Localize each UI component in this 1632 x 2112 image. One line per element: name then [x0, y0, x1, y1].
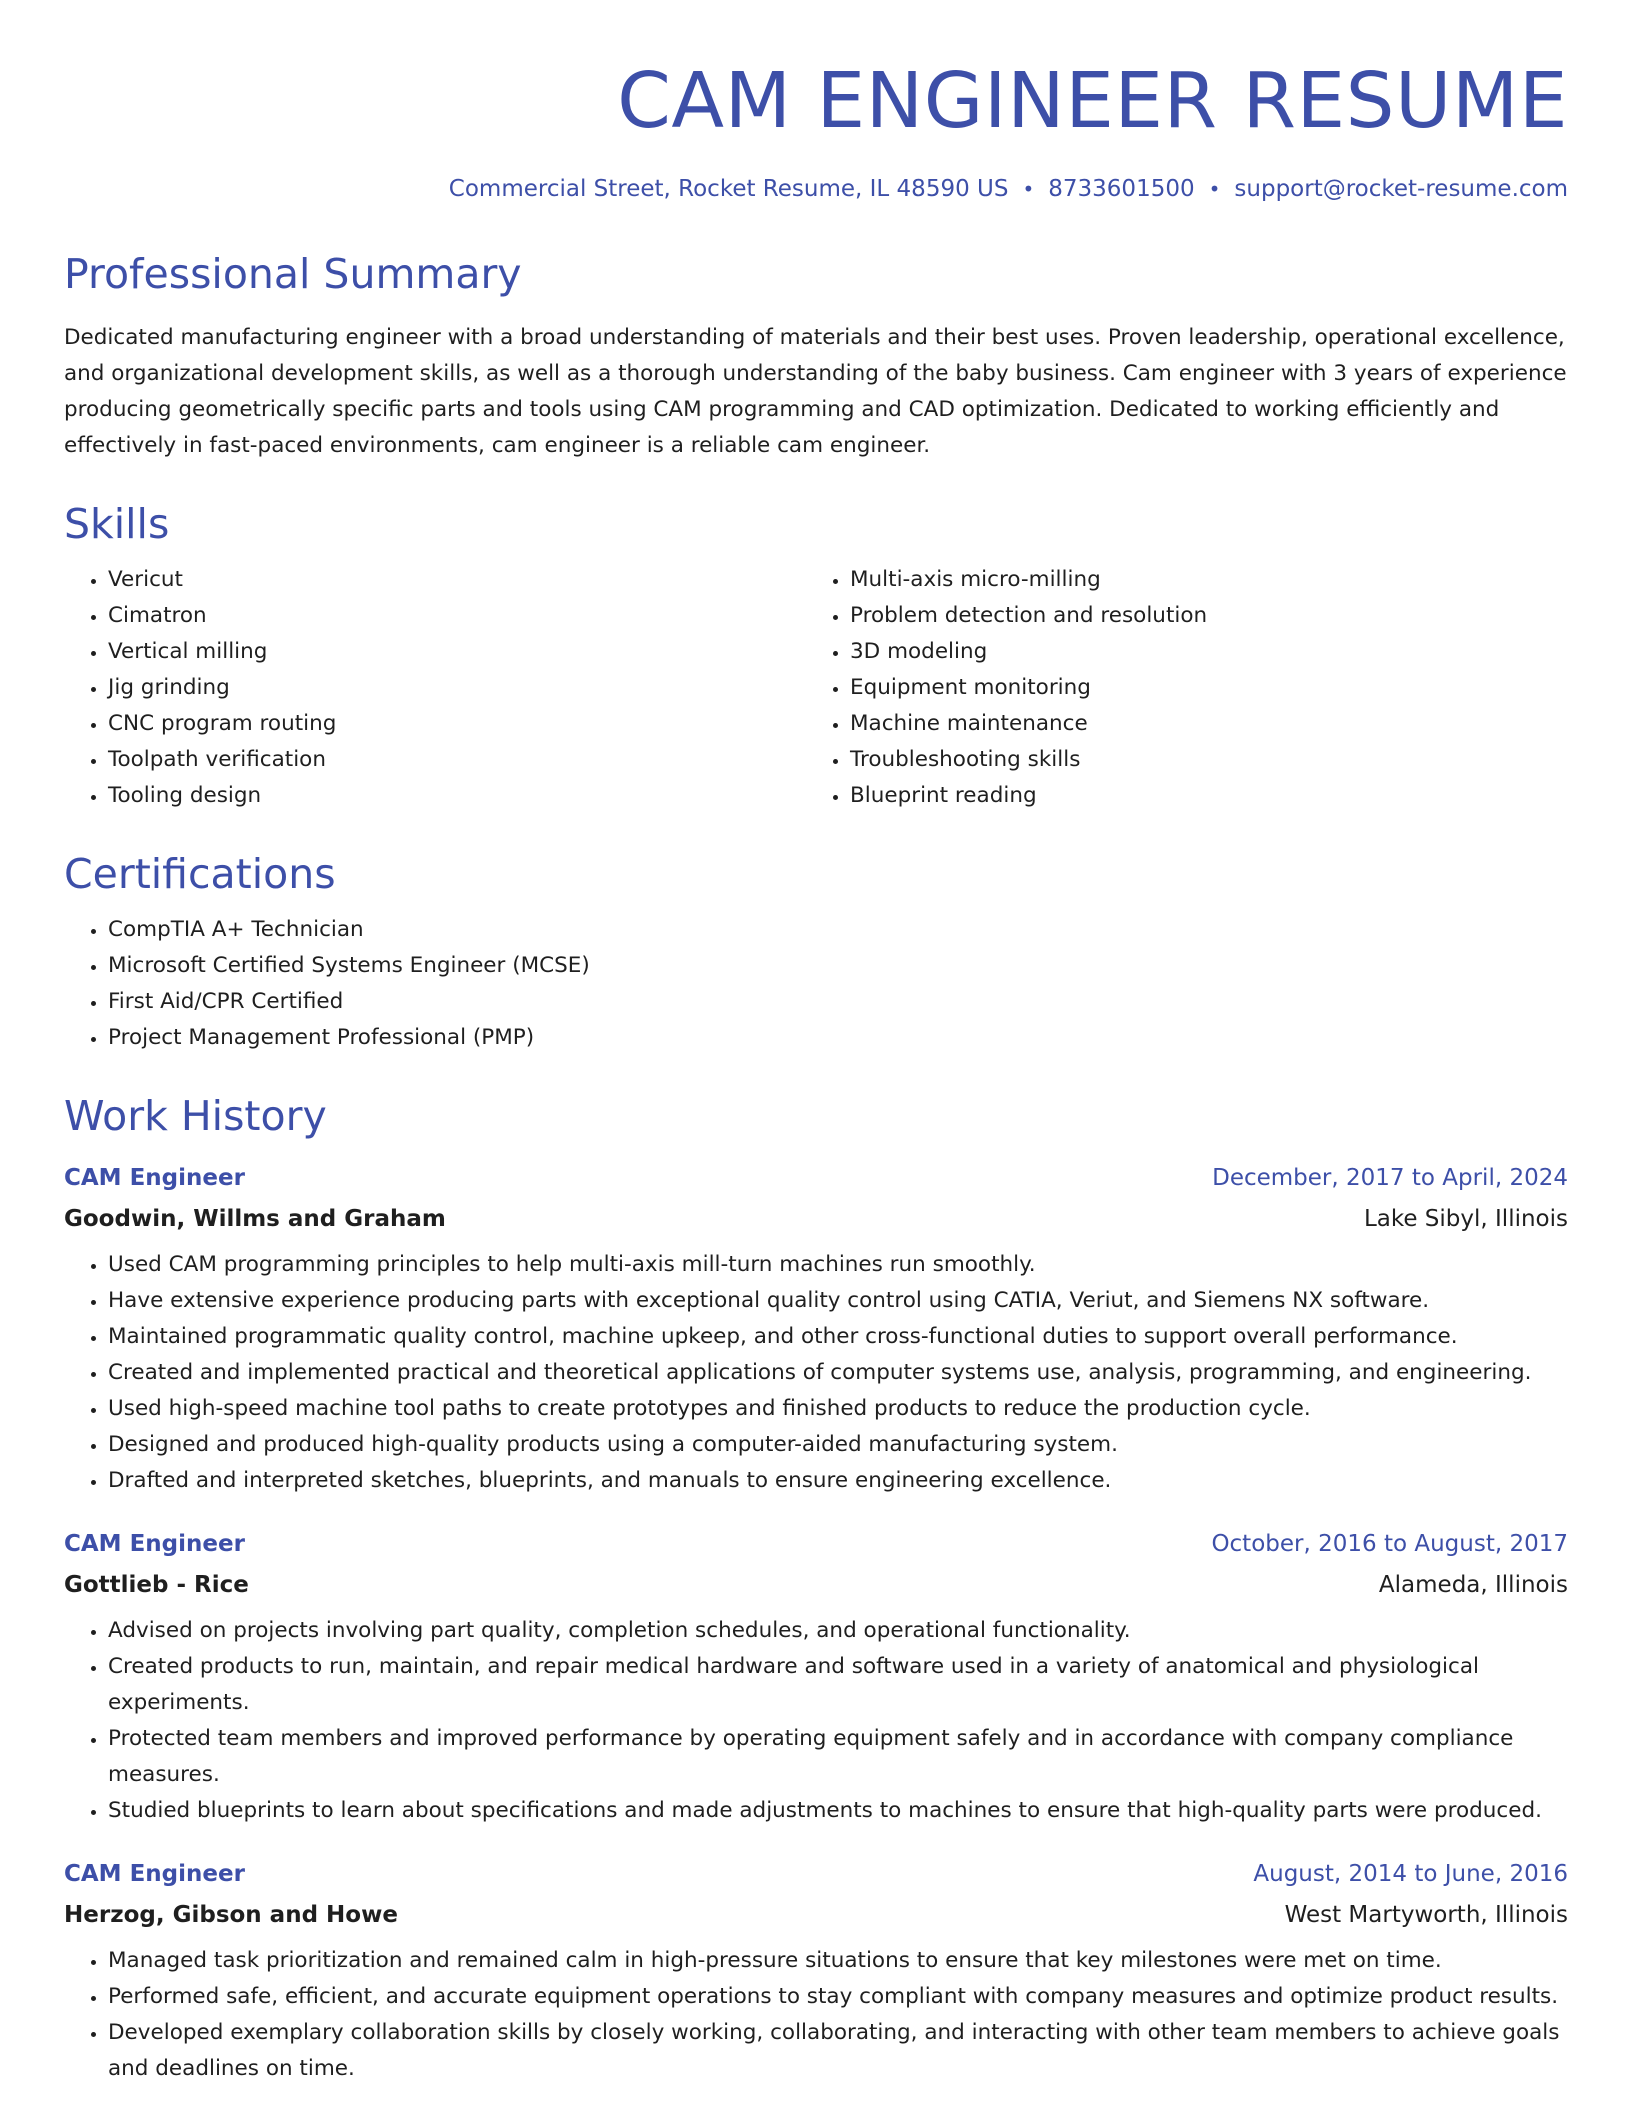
skill-item: • 3D modeling — [850, 634, 1548, 670]
job-bullet: • Designed and produced high-quality products using a computer-aided manufacturing system. — [108, 1427, 1568, 1463]
job-entry — [64, 1167, 1568, 1499]
job-title: CAM Engineer — [64, 1165, 245, 1191]
job-entry — [64, 1863, 1568, 2087]
skill-item: • Troubleshooting skills — [850, 742, 1548, 778]
job-bullets — [64, 1613, 1568, 1829]
certification-item: • Microsoft Certified Systems Engineer (MCSE) — [108, 948, 1568, 984]
summary-text: Dedicated manufacturing engineer with a broad understanding of materials and their best uses. Proven leadership, operational excellence, and organizational development skills, as well as a thorough understanding of the baby business. Cam engineer with 3 years of experience producing geometrically specific parts and tools using CAM programming and CAD optimization. Dedicated to working efficiently and effectively in fast-paced environments, cam engineer is a reliable cam engineer. — [64, 325, 1567, 458]
certification-item: • First Aid/CPR Certified — [108, 984, 1568, 1020]
contact-email: support@rocket-resume.com — [1234, 176, 1568, 202]
job-dates: October, 2016 to August, 2017 — [1211, 1531, 1568, 1557]
job-bullet: • Used high-speed machine tool paths to create prototypes and finished products to reduce the production cycle. — [108, 1391, 1568, 1427]
skills-column-left — [64, 562, 806, 814]
skill-item: • Blueprint reading — [850, 778, 1548, 814]
skill-item: • Toolpath verification — [108, 742, 806, 778]
job-company: Gottlieb - Rice — [64, 1572, 249, 1598]
job-subheader — [64, 1208, 1568, 1231]
job-header — [64, 1167, 1568, 1190]
skill-item: • Multi-axis micro-milling — [850, 562, 1548, 598]
skills-column-right — [806, 562, 1548, 814]
job-bullet: • Studied blueprints to learn about specifications and made adjustments to machines to ensure that high-quality parts were produced. — [108, 1793, 1568, 1829]
job-company: Herzog, Gibson and Howe — [64, 1902, 398, 1928]
job-bullet: • Developed exemplary collaboration skills by closely working, collaborating, and interacting with other team members to achieve goals and deadlines on time. — [108, 2015, 1568, 2087]
job-bullet: • Protected team members and improved performance by operating equipment safely and in accordance with company compliance measures. — [108, 1721, 1568, 1793]
job-bullet: • Created products to run, maintain, and repair medical hardware and software used in a variety of anatomical and physiological experiments. — [108, 1649, 1568, 1721]
job-bullet: • Performed safe, efficient, and accurate equipment operations to stay compliant with company measures and optimize product results. — [108, 1979, 1568, 2015]
contact-separator: • — [1022, 177, 1035, 201]
job-bullet: • Used CAM programming principles to help multi-axis mill-turn machines run smoothly. — [108, 1247, 1568, 1283]
job-location: Lake Sibyl, Illinois — [1363, 1206, 1568, 1232]
skill-item: • CNC program routing — [108, 706, 806, 742]
skill-item: • Problem detection and resolution — [850, 598, 1548, 634]
certification-item: • CompTIA A+ Technician — [108, 912, 1568, 948]
job-bullet: • Maintained programmatic quality control, machine upkeep, and other cross-functional duties to support overall performance. — [108, 1319, 1568, 1355]
section-title-summary: Professional Summary — [64, 250, 522, 298]
skill-item: • Vericut — [108, 562, 806, 598]
certifications-list — [64, 912, 1568, 1056]
job-bullet: • Drafted and interpreted sketches, blueprints, and manuals to ensure engineering excellence. — [108, 1463, 1568, 1499]
job-bullet: • Created and implemented practical and theoretical applications of computer systems use, analysis, programming, and engineering. — [108, 1355, 1568, 1391]
job-bullet: • Managed task prioritization and remained calm in high-pressure situations to ensure that key milestones were met on time. — [108, 1943, 1568, 1979]
skill-item: • Cimatron — [108, 598, 806, 634]
job-company: Goodwin, Willms and Graham — [64, 1206, 446, 1232]
section-title-certifications: Certifications — [64, 850, 336, 898]
skills-list — [64, 562, 1568, 814]
contact-phone: 8733601500 — [1048, 176, 1195, 202]
job-bullet: • Advised on projects involving part quality, completion schedules, and operational functionality. — [108, 1613, 1568, 1649]
job-bullet: • Have extensive experience producing parts with exceptional quality control using CATIA, Veriut, and Siemens NX software. — [108, 1283, 1568, 1319]
contact-line — [64, 178, 1568, 201]
certification-item: • Project Management Professional (PMP) — [108, 1020, 1568, 1056]
job-header — [64, 1533, 1568, 1556]
skill-item: • Tooling design — [108, 778, 806, 814]
resume-page — [64, 0, 1568, 2087]
job-location: Alameda, Illinois — [1378, 1572, 1568, 1598]
skill-item: • Machine maintenance — [850, 706, 1548, 742]
job-subheader — [64, 1574, 1568, 1597]
job-title: CAM Engineer — [64, 1861, 245, 1887]
skill-item: • Equipment monitoring — [850, 670, 1548, 706]
skill-item: • Jig grinding — [108, 670, 806, 706]
contact-separator: • — [1208, 177, 1221, 201]
section-title-skills: Skills — [64, 500, 170, 548]
contact-address: Commercial Street, Rocket Resume, IL 48590 US — [448, 176, 1009, 202]
job-entry — [64, 1533, 1568, 1829]
job-bullets — [64, 1247, 1568, 1499]
resume-title: CAM ENGINEER RESUME — [617, 57, 1568, 146]
job-header — [64, 1863, 1568, 1886]
section-title-work-history: Work History — [64, 1092, 327, 1140]
job-dates: August, 2014 to June, 2016 — [1253, 1861, 1568, 1887]
job-title: CAM Engineer — [64, 1531, 245, 1557]
job-location: West Martyworth, Illinois — [1284, 1902, 1568, 1928]
job-subheader — [64, 1904, 1568, 1927]
skill-item: • Vertical milling — [108, 634, 806, 670]
job-dates: December, 2017 to April, 2024 — [1212, 1165, 1568, 1191]
job-bullets — [64, 1943, 1568, 2087]
